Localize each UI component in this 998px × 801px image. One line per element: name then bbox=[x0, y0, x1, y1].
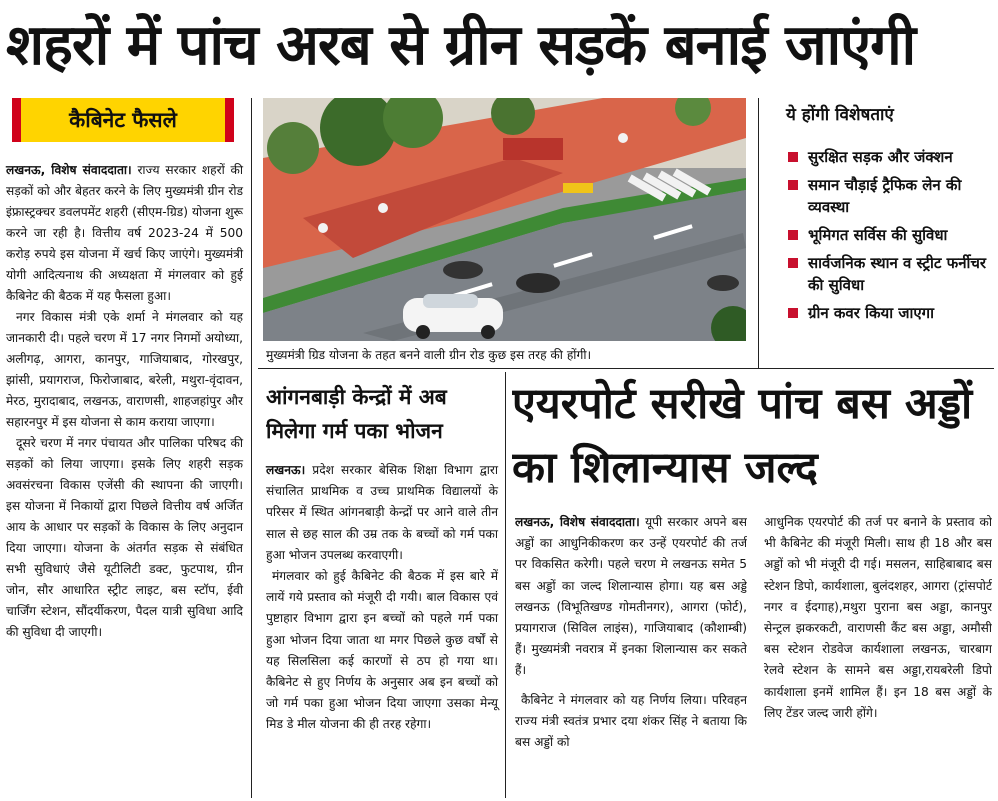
main-story-body bbox=[6, 160, 243, 643]
airport-headline: एयरपोर्ट सरीखे पांच बस अड्डों का शिलान्यास जल्द bbox=[512, 379, 973, 493]
main-story-dateline: लखनऊ, विशेष संवाददाता। bbox=[6, 163, 132, 177]
feature-item bbox=[778, 146, 992, 168]
airport-paragraph: आधुनिक एयरपोर्ट की तर्ज पर बनाने के प्रस्ताव को भी कैबिनेट की मंजूरी मिली। साथ ही 18 और बस अड्डों को भी मंजूरी दी गई। मसलन, साहिबाबाद बस स्टेशन डिपो, कार्यशाला, बुलंदशहर, आगरा (ट्रांसपोर्ट नगर व ईदगाह),मथुरा पुराना बस अड्डा, कानपुर सेन्ट्रल झकरकटी, वाराणसी कैंट बस अड्डा, अमौसी बस स्टेशन रोडवेज कार्यशाला लखनऊ, चारबाग रेलवे स्टेशन के सामने बस अड्डा,रायबरेली डिपो कार्यशाला इनमें शामिल हैं। इन 18 बस अड्डों के लिए टेंडर जल्द जारी होंगे। bbox=[764, 515, 992, 720]
anganwadi-body bbox=[266, 460, 498, 736]
airport-story-column-1 bbox=[515, 512, 747, 798]
column-divider bbox=[505, 372, 506, 798]
cabinet-decisions-badge: कैबिनेट फैसले bbox=[12, 98, 234, 142]
feature-item-text: समान चौड़ाई ट्रैफिक लेन की व्यवस्था bbox=[808, 176, 962, 216]
features-list bbox=[778, 146, 992, 324]
features-title: ये होंगी विशेषताएं bbox=[786, 105, 894, 125]
section-divider bbox=[258, 368, 994, 369]
features-box bbox=[778, 98, 992, 362]
main-story-column bbox=[6, 98, 243, 798]
column-divider bbox=[758, 98, 759, 368]
main-story-paragraph: नगर विकास मंत्री एके शर्मा ने मंगलवार को यह जानकारी दी। पहले चरण में 17 नगर निगमों अयोध्या, अलीगढ़, आगरा, कानपुर, गाजियाबाद, गोरखपुर, झांसी, प्रयागराज, फिरोजाबाद, बरेली, मथुरा-वृंदावन, मेरठ, मुरादाबाद, लखनऊ, वाराणसी, शाहजहांपुर और सहारनपुर में इस योजना से काम कराया जाएगा। bbox=[6, 310, 243, 429]
green-road-illustration bbox=[263, 98, 746, 341]
anganwadi-dateline: लखनऊ। bbox=[266, 463, 306, 477]
airport-paragraph: कैबिनेट ने मंगलवार को यह निर्णय लिया। परिवहन राज्य मंत्री स्वतंत्र प्रभार दया शंकर सिंह ने बताया कि बस अड्डों को bbox=[515, 692, 747, 750]
square-bullet-icon bbox=[788, 152, 798, 162]
main-headline: शहरों में पांच अरब से ग्रीन सड़कें बनाई जाएंगी bbox=[6, 13, 916, 78]
square-bullet-icon bbox=[788, 308, 798, 318]
airport-text: यूपी सरकार अपने बस अड्डों का आधुनिकीकरण कर उन्हें एयरपोर्ट की तर्ज पर विकसित करेगी। पहले चरण मे लखनऊ समेत 5 बस अड्डों का जल्द शिलान्यास होगा। यह बस अड्डे लखनऊ (विभूतिखण्ड गोमतीनगर), आगरा (फोर्ट), प्रयागराज (सिविल लाइंस), गाजियाबाद (कौशाम्बी) हैं। मुख्यमंत्री नवरात्र में इनका शिलान्यास कर सकते हैं। bbox=[515, 515, 747, 678]
main-story-paragraph bbox=[6, 160, 243, 307]
airport-story-column-2 bbox=[764, 512, 992, 798]
airport-dateline: लखनऊ, विशेष संवाददाता। bbox=[515, 515, 640, 529]
anganwadi-text: प्रदेश सरकार बेसिक शिक्षा विभाग द्वारा संचालित प्राथमिक व उच्च प्राथमिक विद्यालयों के परिसर में स्थित आंगनबाड़ी केन्द्रों पर आने वाले तीन साल से छह साल की उम्र तक के बच्चों को गर्म पका हुआ भोजन उपलब्ध करवाएगी। bbox=[266, 463, 499, 562]
square-bullet-icon bbox=[788, 258, 798, 268]
anganwadi-headline: आंगनबाड़ी केन्द्रों में अब मिलेगा गर्म पका भोजन bbox=[266, 385, 447, 443]
feature-item-text: ग्रीन कवर किया जाएगा bbox=[808, 304, 934, 322]
square-bullet-icon bbox=[788, 230, 798, 240]
feature-item-text: सार्वजनिक स्थान व स्ट्रीट फर्नीचर की सुविधा bbox=[808, 254, 987, 294]
anganwadi-paragraph: मंगलवार को हुई कैबिनेट की बैठक में इस बारे में लायें गये प्रस्ताव को मंजूरी दी गयी। बाल विकास एवं पुष्टाहार विभाग द्वारा इन बच्चों को पहले गर्म पका हुआ भोजन दिया जाता था मगर पिछले कुछ वर्षों से यह सिलसिला कई कारणों से ठप हो गया था। कैबिनेट से हुए निर्णय के अनुसार अब इन बच्चों को जो गर्म पका हुआ भोजन दिया जाएगा उसका मेन्यू मिड डे मील योजना की ही तरह रहेगा। bbox=[266, 569, 498, 732]
feature-item bbox=[778, 252, 992, 296]
anganwadi-story bbox=[266, 380, 498, 798]
feature-item-text: भूमिगत सर्विस की सुविधा bbox=[808, 226, 948, 244]
feature-item-text: सुरक्षित सड़क और जंक्शन bbox=[808, 148, 953, 166]
feature-item bbox=[778, 302, 992, 324]
photo-caption: मुख्यमंत्री ग्रिड योजना के तहत बनने वाली ग्रीन रोड कुछ इस तरह की होंगी। bbox=[266, 348, 592, 362]
square-bullet-icon bbox=[788, 180, 798, 190]
column-divider bbox=[251, 98, 252, 798]
main-story-text: राज्य सरकार शहरों की सड़कों को और बेहतर करने के लिए मुख्यमंत्री ग्रीन रोड इंफ्रास्ट्रक्चर डवलपमेंट शहरी (सीएम-ग्रिड) योजना शुरू करने जा रही है। वित्तीय वर्ष 2023-24 में 500 करोड़ रुपये इस योजना में खर्च किए जाएंगे। मुख्यमंत्री योगी आदित्यनाथ की अध्यक्षता में मंगलवार को हुई कैबिनेट की बैठक में यह फैसला हुआ। bbox=[6, 163, 243, 303]
airport-paragraph bbox=[515, 512, 747, 682]
main-story-paragraph: दूसरे चरण में नगर पंचायत और पालिका परिषद की सड़कों को लिया जाएगा। इसके लिए शहरी सड़क अवसंरचना विकास एजेंसी की स्थापना की जाएगी। इस योजना में निकायों द्वारा पिछले वित्तीय वर्ष अर्जित आय के आधार पर सड़कों के विकास के लिए अनुदान दिया जाएगा। योजना के अंतर्गत सड़क से संबंधित सभी सुविधाएं जैसे यूटीलिटी डक्ट, फुटपाथ, ग्रीन जोन, सौर आधारित स्ट्रीट लाइट, बस स्टॉप, ईवी चार्जिंग स्टेशन, सौंदर्यीकरण, पैदल यात्री सुविधा आदि की सुविधा दी जाएगी। bbox=[6, 436, 243, 639]
anganwadi-paragraph bbox=[266, 460, 498, 566]
feature-item bbox=[778, 174, 992, 218]
feature-item bbox=[778, 224, 992, 246]
